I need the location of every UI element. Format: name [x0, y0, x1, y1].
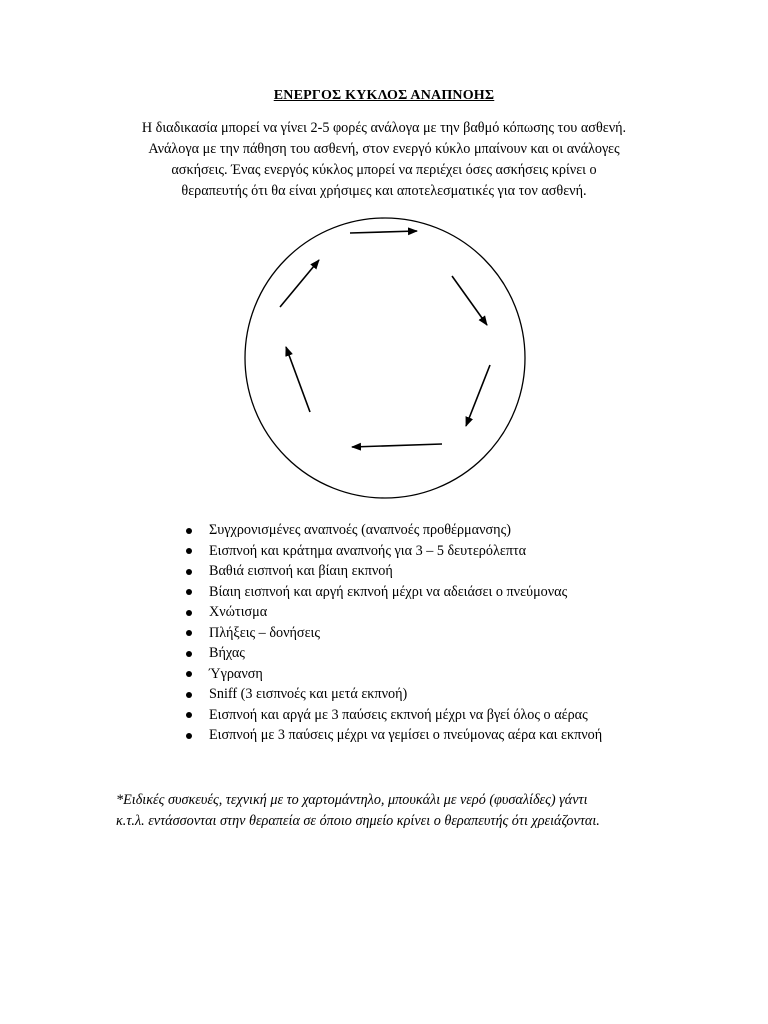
cycle-arrow-bottom: [352, 444, 442, 447]
intro-line: Ανάλογα με την πάθηση του ασθενή, στον ενεργό κύκλο μπαίνουν και οι ανάλογες: [148, 141, 620, 157]
list-item: [186, 705, 602, 726]
intro-paragraph: [112, 118, 656, 202]
list-item-text: Βαθιά εισπνοή και βίαιη εκπνοή: [209, 563, 393, 579]
bullet-icon: [186, 733, 192, 739]
list-item: [186, 664, 602, 685]
list-item: [186, 561, 602, 582]
list-item-text: Πλήξεις – δονήσεις: [209, 624, 320, 641]
list-item-text: Εισπνοή με 3 παύσεις μέχρι να γεμίσει ο πνεύμονας αέρα και εκπνοή: [209, 727, 603, 743]
list-item: [186, 541, 602, 562]
bullet-icon: [186, 712, 192, 718]
cycle-arrow-lower-left: [286, 347, 310, 412]
page-title: ΕΝΕΡΓΟΣ ΚΥΚΛΟΣ ΑΝΑΠΝΟΗΣ: [273, 88, 495, 103]
list-item: [186, 520, 602, 541]
bullet-icon: [186, 671, 192, 677]
list-item: [186, 582, 602, 603]
list-item: [186, 643, 602, 664]
cycle-circle: [245, 218, 525, 498]
exercise-list: [186, 520, 602, 746]
list-item-text: Συγχρονισμένες αναπνοές (αναπνοές προθέρμανσης): [209, 522, 511, 538]
list-item: [186, 725, 602, 746]
cycle-arrow-upper-right: [452, 276, 487, 325]
bullet-icon: [186, 610, 192, 616]
bullet-icon: [186, 528, 192, 534]
bullet-icon: [186, 692, 192, 698]
footnote-line: κ.τ.λ. εντάσσονται στην θεραπεία σε όποιο σημείο κρίνει ο θεραπευτής ότι χρειάζονται.: [116, 812, 600, 829]
bullet-icon: [186, 651, 192, 657]
breathing-cycle-diagram: [230, 210, 540, 510]
intro-line: θεραπευτής ότι θα είναι χρήσιμες και αποτελεσματικές για τον ασθενή.: [181, 183, 587, 199]
list-item: [186, 623, 602, 644]
bullet-icon: [186, 630, 192, 636]
footnote: [116, 790, 676, 831]
list-item-text: Εισπνοή και αργά με 3 παύσεις εκπνοή μέχρι να βγεί όλος ο αέρας: [209, 706, 588, 723]
list-item: [186, 684, 602, 705]
intro-line: Η διαδικασία μπορεί να γίνει 2-5 φορές ανάλογα με την βαθμό κόπωσης του ασθενή.: [141, 120, 627, 136]
list-item-text: Βίαιη εισπνοή και αργή εκπνοή μέχρι να αδειάσει ο πνεύμονας: [209, 583, 568, 600]
footnote-line: *Ειδικές συσκευές, τεχνική με το χαρτομάντηλο, μπουκάλι με νερό (φυσαλίδες) γάντι: [116, 792, 588, 808]
bullet-icon: [186, 589, 192, 595]
cycle-arrow-upper-left: [280, 260, 319, 307]
list-item-text: Εισπνοή και κράτημα αναπνοής για 3 – 5 δευτερόλεπτα: [209, 542, 527, 559]
cycle-arrow-lower-right: [466, 365, 490, 426]
list-item-text: Ύγρανση: [209, 665, 263, 682]
cycle-arrow-top: [350, 231, 417, 233]
list-item-text: Χνώτισμα: [209, 604, 268, 620]
bullet-icon: [186, 548, 192, 554]
list-item-text: Βήχας: [209, 645, 245, 661]
bullet-icon: [186, 569, 192, 575]
intro-line: ασκήσεις. Ένας ενεργός κύκλος μπορεί να περιέχει όσες ασκήσεις κρίνει ο: [171, 162, 597, 178]
list-item: [186, 602, 602, 623]
list-item-text: Sniff (3 εισπνοές και μετά εκπνοή): [209, 686, 408, 702]
